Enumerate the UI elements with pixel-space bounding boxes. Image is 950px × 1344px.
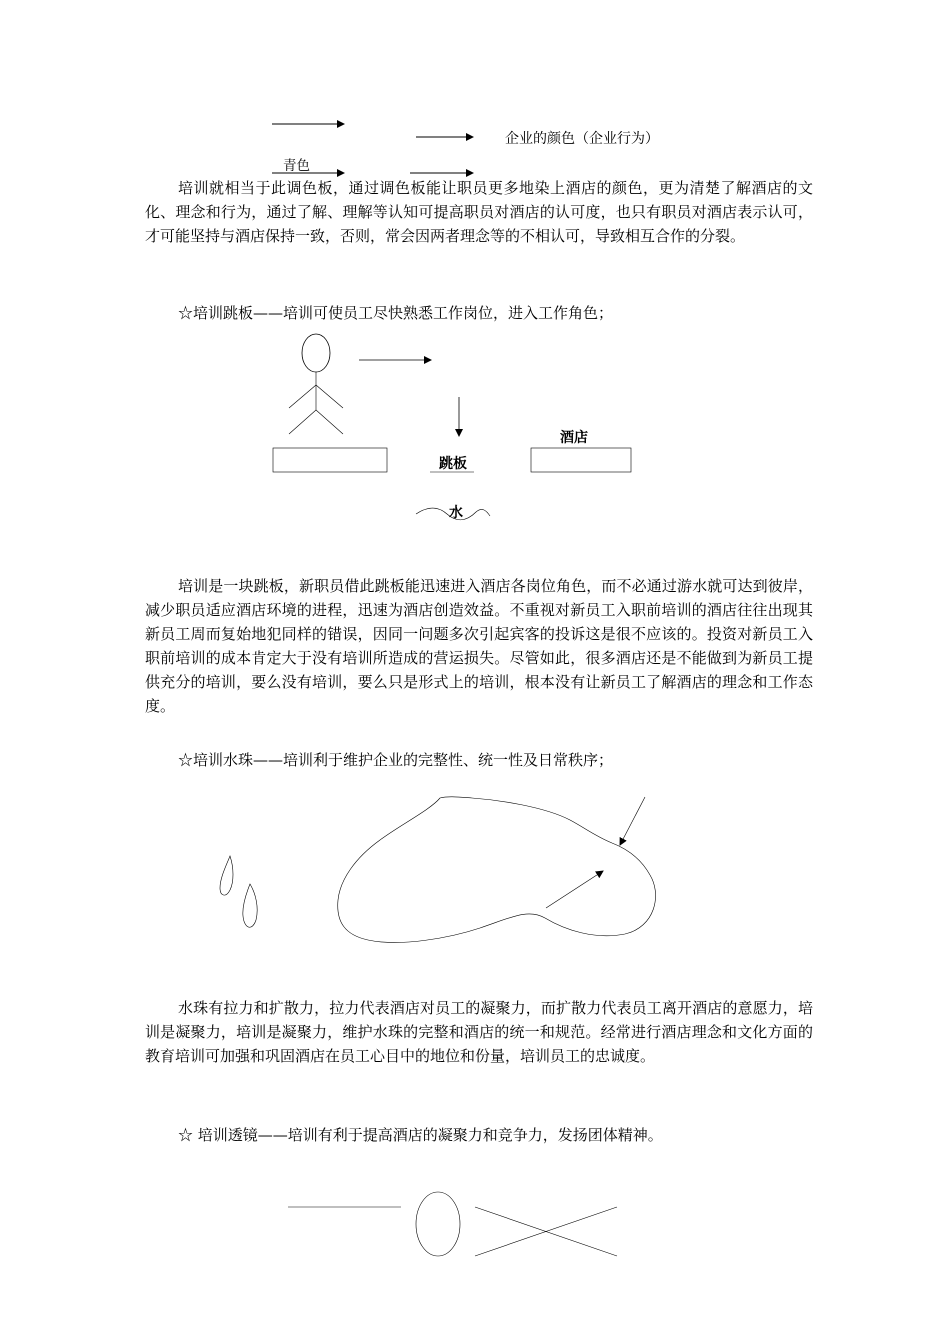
water-drop-diagram	[220, 797, 656, 943]
small-drop-2	[243, 884, 257, 927]
person-arm-left	[289, 385, 316, 408]
cyan-label: 青色	[283, 158, 310, 174]
small-drop-1	[220, 856, 233, 895]
hotel-label: 酒店	[560, 430, 588, 446]
person-leg-right	[316, 410, 343, 434]
person-leg-left	[289, 410, 316, 434]
paragraph-springboard: 培训是一块跳板，新职员借此跳板能迅速进入酒店各岗位角色，而不必通过游水就可达到彼岸，减少职员适应酒店环境的进程，迅速为酒店创造效益。不重视对新员工入职前培训的酒店往往出现其新员工周而复始地犯同样的错误，因同一问题多次引起宾客的投诉这是很不应该的。投资对新员工入职前培训的成本肯定大于没有培训所造成的营运损失。尽管如此，很多酒店还是不能做到为新员工提供充分的培训，要么没有培训，要么只是形式上的培训，根本没有让新员工了解酒店的理念和工作态度。	[145, 577, 813, 715]
heading-lens: ☆ 培训透镜——培训有利于提高酒店的凝聚力和竞争力，发扬团体精神。	[178, 1126, 663, 1144]
springboard-label: 跳板	[439, 456, 467, 472]
arrow-pull-inner	[546, 871, 603, 908]
person-head	[302, 334, 330, 372]
lens-diagram	[288, 1192, 617, 1256]
arrow-pull-outer	[620, 797, 645, 845]
heading-springboard: ☆培训跳板——培训可使员工尽快熟悉工作岗位，进入工作角色；	[178, 304, 614, 322]
lens-ellipse	[416, 1192, 460, 1256]
enterprise-color-label: 企业的颜色（企业行为）	[505, 131, 659, 147]
hotel-platform	[531, 448, 631, 472]
water-label: 水	[449, 505, 463, 521]
large-drop-shape	[338, 797, 656, 943]
paragraph-water-drop: 水珠有拉力和扩散力，拉力代表酒店对员工的凝聚力，而扩散力代表员工离开酒店的意愿力，培训是凝聚力，培训是凝聚力，维护水珠的完整和酒店的统一和规范。经常进行酒店理念和文化方面的教育培训可加强和巩固酒店在员工心目中的地位和份量，培训员工的忠诚度。	[145, 999, 813, 1065]
paragraph-palette: 培训就相当于此调色板，通过调色板能让职员更多地染上酒店的颜色，更为清楚了解酒店的文化、理念和行为，通过了解、理解等认知可提高职员对酒店的认可度，也只有职员对酒店表示认可，才可能坚持与酒店保持一致，否则，常会因两者理念等的不相认可，导致相互合作的分裂。	[145, 179, 813, 245]
heading-water-drop: ☆培训水珠——培训利于维护企业的完整性、统一性及日常秩序；	[178, 751, 614, 769]
person-arm-right	[316, 385, 343, 408]
start-platform	[273, 448, 387, 472]
